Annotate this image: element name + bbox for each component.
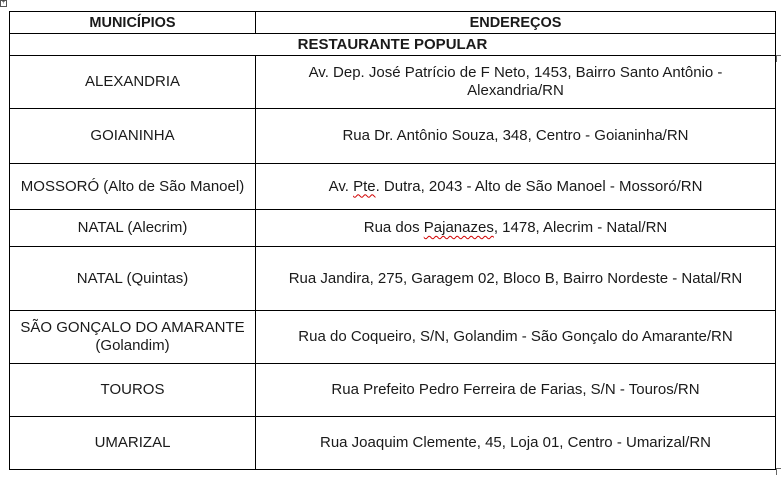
header-row — [10, 12, 776, 34]
spellcheck-flagged-word[interactable]: Pajanazes — [423, 219, 494, 236]
table-row — [10, 417, 776, 470]
endereco-cell[interactable]: Rua Dr. Antônio Souza, 348, Centro - Goianinha/RN — [256, 109, 776, 164]
endereco-line: Av. Dep. José Patrício de F Neto, 1453, Bairro Santo Antônio - — [308, 64, 723, 81]
endereco-text: . Dutra, 2043 - Alto de São Manoel - Mossoró/RN — [375, 177, 703, 195]
table-row — [10, 210, 776, 247]
municipio-cell[interactable] — [10, 311, 256, 364]
municipio-line: SÃO GONÇALO DO AMARANTE — [20, 319, 245, 336]
municipio-cell[interactable]: ALEXANDRIA — [10, 56, 256, 109]
endereco-cell[interactable]: Rua Prefeito Pedro Ferreira de Farias, S/N - Touros/RN — [256, 364, 776, 417]
table-move-handle-icon[interactable]: + — [1, 0, 6, 6]
table-row — [10, 56, 776, 109]
municipio-cell[interactable]: MOSSORÓ (Alto de São Manoel) — [10, 164, 256, 210]
endereco-cell[interactable] — [256, 210, 776, 247]
municipio-line: (Golandim) — [95, 337, 170, 354]
header-municipios[interactable]: MUNICÍPIOS — [10, 12, 256, 34]
endereco-cell[interactable]: Rua Jandira, 275, Garagem 02, Bloco B, Bairro Nordeste - Natal/RN — [256, 247, 776, 311]
endereco-cell[interactable]: Rua Joaquim Clemente, 45, Loja 01, Centro - Umarizal/RN — [256, 417, 776, 470]
section-title[interactable]: RESTAURANTE POPULAR — [10, 34, 776, 56]
municipio-cell[interactable]: NATAL (Quintas) — [10, 247, 256, 311]
endereco-text: Av. — [328, 177, 354, 195]
endereco-text: , 1478, Alecrim - Natal/RN — [493, 219, 668, 236]
restaurant-table — [9, 11, 776, 470]
table-resize-mark-bottom — [776, 468, 781, 475]
municipio-cell[interactable]: UMARIZAL — [10, 417, 256, 470]
table-resize-mark-right — [776, 55, 781, 62]
spellcheck-flagged-word[interactable]: Pte — [353, 177, 376, 195]
municipio-cell[interactable]: TOUROS — [10, 364, 256, 417]
table-row — [10, 364, 776, 417]
table-row — [10, 247, 776, 311]
endereco-text: Rua dos — [363, 219, 424, 236]
endereco-cell[interactable] — [256, 164, 776, 210]
section-row — [10, 34, 776, 56]
endereco-cell[interactable]: Rua do Coqueiro, S/N, Golandim - São Gonçalo do Amarante/RN — [256, 311, 776, 364]
header-enderecos[interactable]: ENDEREÇOS — [256, 12, 776, 34]
endereco-line: Alexandria/RN — [467, 82, 564, 99]
table-row — [10, 311, 776, 364]
table-row — [10, 164, 776, 210]
municipio-cell[interactable]: NATAL (Alecrim) — [10, 210, 256, 247]
table-row — [10, 109, 776, 164]
municipio-cell[interactable]: GOIANINHA — [10, 109, 256, 164]
endereco-cell[interactable] — [256, 56, 776, 109]
